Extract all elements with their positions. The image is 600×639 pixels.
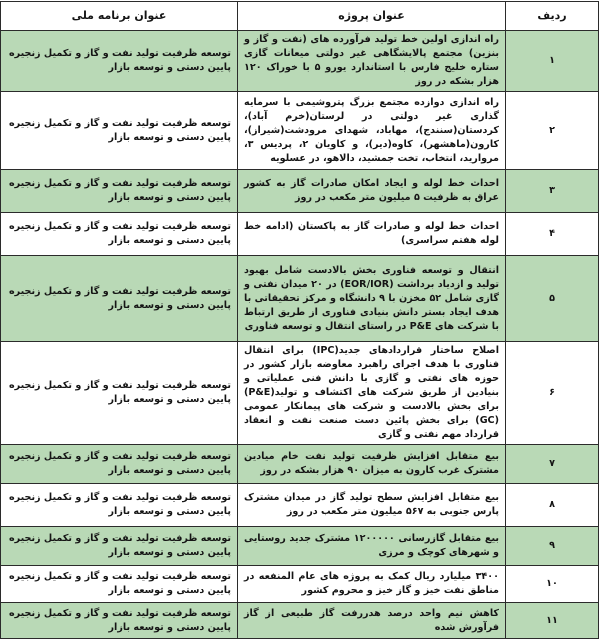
row-number: ۶ (506, 342, 599, 445)
table-row (1, 603, 599, 639)
national-program-cell: توسعه ظرفیت تولید نفت و گاز و تکمیل زنجیره پایین دستی و توسعه بازار (1, 603, 238, 639)
row-number: ۳ (506, 170, 599, 213)
header-row (1, 2, 599, 31)
project-title-cell: احداث خط لوله و ایجاد امکان صادرات گاز به کشور عراق به ظرفیت ۵ میلیون متر مکعب در روز (238, 170, 506, 213)
national-program-cell: توسعه ظرفیت تولید نفت و گاز و تکمیل زنجیره پایین دستی و توسعه بازار (1, 527, 238, 566)
table-row (1, 566, 599, 603)
table-row (1, 31, 599, 92)
national-program-cell: توسعه ظرفیت تولید نفت و گاز و تکمیل زنجیره پایین دستی و توسعه بازار (1, 213, 238, 256)
project-title-cell: احداث خط لوله و صادرات گاز به پاکستان (ادامه خط لوله هفتم سراسری) (238, 213, 506, 256)
row-number: ۵ (506, 256, 599, 342)
table-row (1, 342, 599, 445)
row-number: ۷ (506, 445, 599, 484)
table-row (1, 256, 599, 342)
project-title-cell: راه اندازی اولین خط تولید فرآورده های (نفت و گاز و بنزین) مجتمع پالایشگاهی غیر دولتی میعانات گازی ستاره خلیج فارس با استاندارد یورو ۵ با خوراک ۱۲۰ هزار بشکه در روز (238, 31, 506, 92)
row-number: ۸ (506, 484, 599, 527)
table-row (1, 527, 599, 566)
project-title-cell: بیع متقابل افزایش ظرفیت تولید نفت خام میادین مشترک غرب کارون به میزان ۹۰ هزار بشکه در روز (238, 445, 506, 484)
table-row (1, 445, 599, 484)
projects-table (0, 1, 599, 639)
row-number: ۹ (506, 527, 599, 566)
project-title-cell: کاهش نیم واحد درصد هدررفت گاز طبیعی از گاز فرآورش شده (238, 603, 506, 639)
national-program-cell: توسعه ظرفیت تولید نفت و گاز و تکمیل زنجیره پایین دستی و توسعه بازار (1, 31, 238, 92)
table-row (1, 170, 599, 213)
project-title-cell: بیع متقابل افزایش سطح تولید گاز در میدان مشترک پارس جنوبی به ۵۶۷ میلیون متر مکعب در روز (238, 484, 506, 527)
row-number: ۱ (506, 31, 599, 92)
national-program-cell: توسعه ظرفیت تولید نفت و گاز و تکمیل زنجیره پایین دستی و توسعه بازار (1, 566, 238, 603)
table-row (1, 92, 599, 170)
project-title-cell: انتقال و توسعه فناوری بخش بالادست شامل بهبود تولید و ازدیاد برداشت (EOR/IOR) در ۲۰ میدان نفتی و گازی شامل ۵۲ مخزن با ۹ دانشگاه و مرکز تحقیقاتی با هدف ایجاد بستر دانش بنیادی فناوری از طریق ارتباط با شرکت های P&E در راستای انتقال و توسعه فناوری (238, 256, 506, 342)
row-number: ۲ (506, 92, 599, 170)
national-program-cell: توسعه ظرفیت تولید نفت و گاز و تکمیل زنجیره پایین دستی و توسعه بازار (1, 256, 238, 342)
project-title-cell: راه اندازی دوازده مجتمع بزرگ پتروشیمی با سرمایه گذاری غیر دولتی در لرستان(خرم آباد)، کردستان(سنندج)، مهاباد، شهدای مرودشت(شیراز)، کارون(ماهشهر)، کاوه(دیر)، و کاویان ۲، پردیس ۳، مروارید، انتخاب، تخت جمشید، دالاهو، در عسلویه (238, 92, 506, 170)
national-program-cell: توسعه ظرفیت تولید نفت و گاز و تکمیل زنجیره پایین دستی و توسعه بازار (1, 342, 238, 445)
table-row (1, 484, 599, 527)
header-national-program: عنوان برنامه ملی (1, 2, 238, 31)
row-number: ۱۱ (506, 603, 599, 639)
table-body (1, 31, 599, 639)
header-row-no: ردیف (506, 2, 599, 31)
project-title-cell: اصلاح ساختار قراردادهای جدید(IPC) برای انتقال فناوری با هدف اجرای راهبرد معاوضه بازار کشور در حوزه های نفتی و گازی با دانش فنی عملیاتی و بنیادین از طریق شرکت های اکتشاف و تولید(P&E) برای بخش بالادست و شرکت های پیمانکار عمومی (GC) برای بخش پائین دست صنعت نفت و انعقاد قرارداد مهم نفتی و گازی (238, 342, 506, 445)
national-program-cell: توسعه ظرفیت تولید نفت و گاز و تکمیل زنجیره پایین دستی و توسعه بازار (1, 445, 238, 484)
header-project-title: عنوان پروژه (238, 2, 506, 31)
row-number: ۴ (506, 213, 599, 256)
national-program-cell: توسعه ظرفیت تولید نفت و گاز و تکمیل زنجیره پایین دستی و توسعه بازار (1, 92, 238, 170)
projects-document (1, 1, 599, 633)
table-row (1, 213, 599, 256)
project-title-cell: ۳۴۰۰ میلیارد ریال کمک به پروژه های عام المنفعه در مناطق نفت خیز و گاز خیز و محروم کشور (238, 566, 506, 603)
national-program-cell: توسعه ظرفیت تولید نفت و گاز و تکمیل زنجیره پایین دستی و توسعه بازار (1, 170, 238, 213)
row-number: ۱۰ (506, 566, 599, 603)
project-title-cell: بیع متقابل گازرسانی ۱۲۰۰۰۰۰ مشترک جدید روستایی و شهرهای کوچک و مرزی (238, 527, 506, 566)
national-program-cell: توسعه ظرفیت تولید نفت و گاز و تکمیل زنجیره پایین دستی و توسعه بازار (1, 484, 238, 527)
